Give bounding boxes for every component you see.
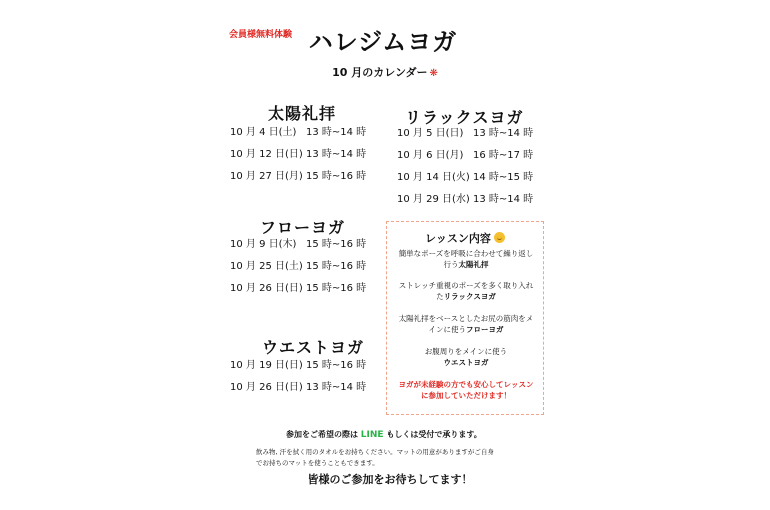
schedule-date: 10 月 25 日(土) [230,261,303,272]
subtitle-text: 10 月のカレンダー [332,66,428,79]
schedule-row [230,166,366,188]
schedule-row [397,167,533,189]
bring-items-note [256,447,494,469]
schedule-date: 10 月 6 日(月) [397,150,464,161]
contact-info [286,429,482,440]
schedule-waist [230,355,366,399]
maple-leaf-icon: ❋ [429,68,438,79]
schedule-row [230,355,366,377]
calendar-subtitle [300,64,470,80]
closing-message: 皆様のご参加をお待ちしてます！ [307,473,473,486]
schedule-date: 10 月 29 日(水) [397,194,470,205]
schedule-date: 10 月 9 日(木) [230,239,297,250]
schedule-time: 13 時~14 時 [473,128,534,139]
lesson-desc-line: インに使う [428,325,466,334]
lesson-desc-line: た [436,292,444,301]
schedule-relax [397,123,533,211]
schedule-time: 15 時~16 時 [306,283,367,294]
schedule-row [230,278,366,300]
schedule-time: 13 時~14 時 [306,382,367,393]
bring-line: でお持ちのマットを使うこともできます。 [256,459,379,467]
page-title: ハレジムヨガ [308,28,458,56]
schedule-time: 13 時~14 時 [306,149,367,160]
lesson-desc-line: 簡単なポーズを呼吸に合わせて繰り返し [398,249,534,258]
schedule-row [230,122,366,144]
lesson-class-name: リラックスヨガ [443,292,496,301]
schedule-date: 10 月 26 日(日) [230,382,303,393]
schedule-time: 13 時~14 時 [306,127,367,138]
schedule-time: 14 時~15 時 [473,172,534,183]
note-line: に参加していただけます！ [421,391,511,400]
schedule-time: 16 時~17 時 [473,150,534,161]
line-label: LINE [360,430,384,440]
schedule-time: 13 時~14 時 [473,194,534,205]
contact-text: もしくは受付で承ります。 [383,430,482,439]
schedule-taiyo [230,122,366,188]
schedule-time: 15 時~16 時 [306,239,367,250]
schedule-date: 10 月 4 日(土) [230,127,297,138]
schedule-row [230,256,366,278]
lesson-desc-line: 太陽礼拝をベースとしたお尻の筋肉をメ [398,314,534,323]
schedule-date: 10 月 5 日(日) [397,128,464,139]
bring-line: 飲み物, 汗を拭く用のタオルをお持ちください。マットの用意がありますがご自身 [256,448,494,456]
schedule-flow [230,234,366,300]
contact-text: 参加をご希望の際は [286,430,361,439]
lesson-title [387,230,543,246]
lesson-desc-taiyo [393,248,539,270]
note-line: ヨガが未経験の方でも安心してレッスン [398,380,534,389]
schedule-time: 15 時~16 時 [306,171,367,182]
lesson-desc-line: ストレッチ重視のポーズを多く取り入れ [398,281,534,290]
schedule-time: 15 時~16 時 [306,261,367,272]
lesson-class-name: ウエストヨガ [443,358,489,367]
schedule-row [397,123,533,145]
lesson-class-name: 太陽礼拝 [458,260,489,269]
lesson-beginner-note [393,379,539,401]
smile-icon [494,232,505,243]
schedule-row [397,189,533,211]
schedule-date: 10 月 12 日(日) [230,149,303,160]
schedule-row [230,144,366,166]
lesson-desc-line: お腹周りをメインに使う [424,347,508,356]
schedule-row [230,234,366,256]
section-title-flow: フローヨガ [260,218,346,237]
lesson-desc-waist [393,346,539,368]
lesson-class-name: フローヨガ [466,325,504,334]
section-title-relax: リラックスヨガ [405,108,524,127]
schedule-time: 15 時~16 時 [306,360,367,371]
schedule-row [397,145,533,167]
schedule-date: 10 月 27 日(月) [230,171,303,182]
schedule-date: 10 月 14 日(火) [397,172,470,183]
schedule-date: 10 月 19 日(日) [230,360,303,371]
schedule-date: 10 月 26 日(日) [230,283,303,294]
lesson-title-text: レッスン内容 [425,232,491,245]
section-title-waist: ウエストヨガ [262,338,365,357]
section-title-taiyo: 太陽礼拝 [268,104,337,123]
lesson-content-box [386,221,544,415]
schedule-row [230,377,366,399]
lesson-desc-line: 行う [443,260,459,269]
lesson-desc-relax [393,280,539,302]
lesson-desc-flow [393,313,539,335]
free-trial-badge: 会員様無料体験 [229,30,293,40]
